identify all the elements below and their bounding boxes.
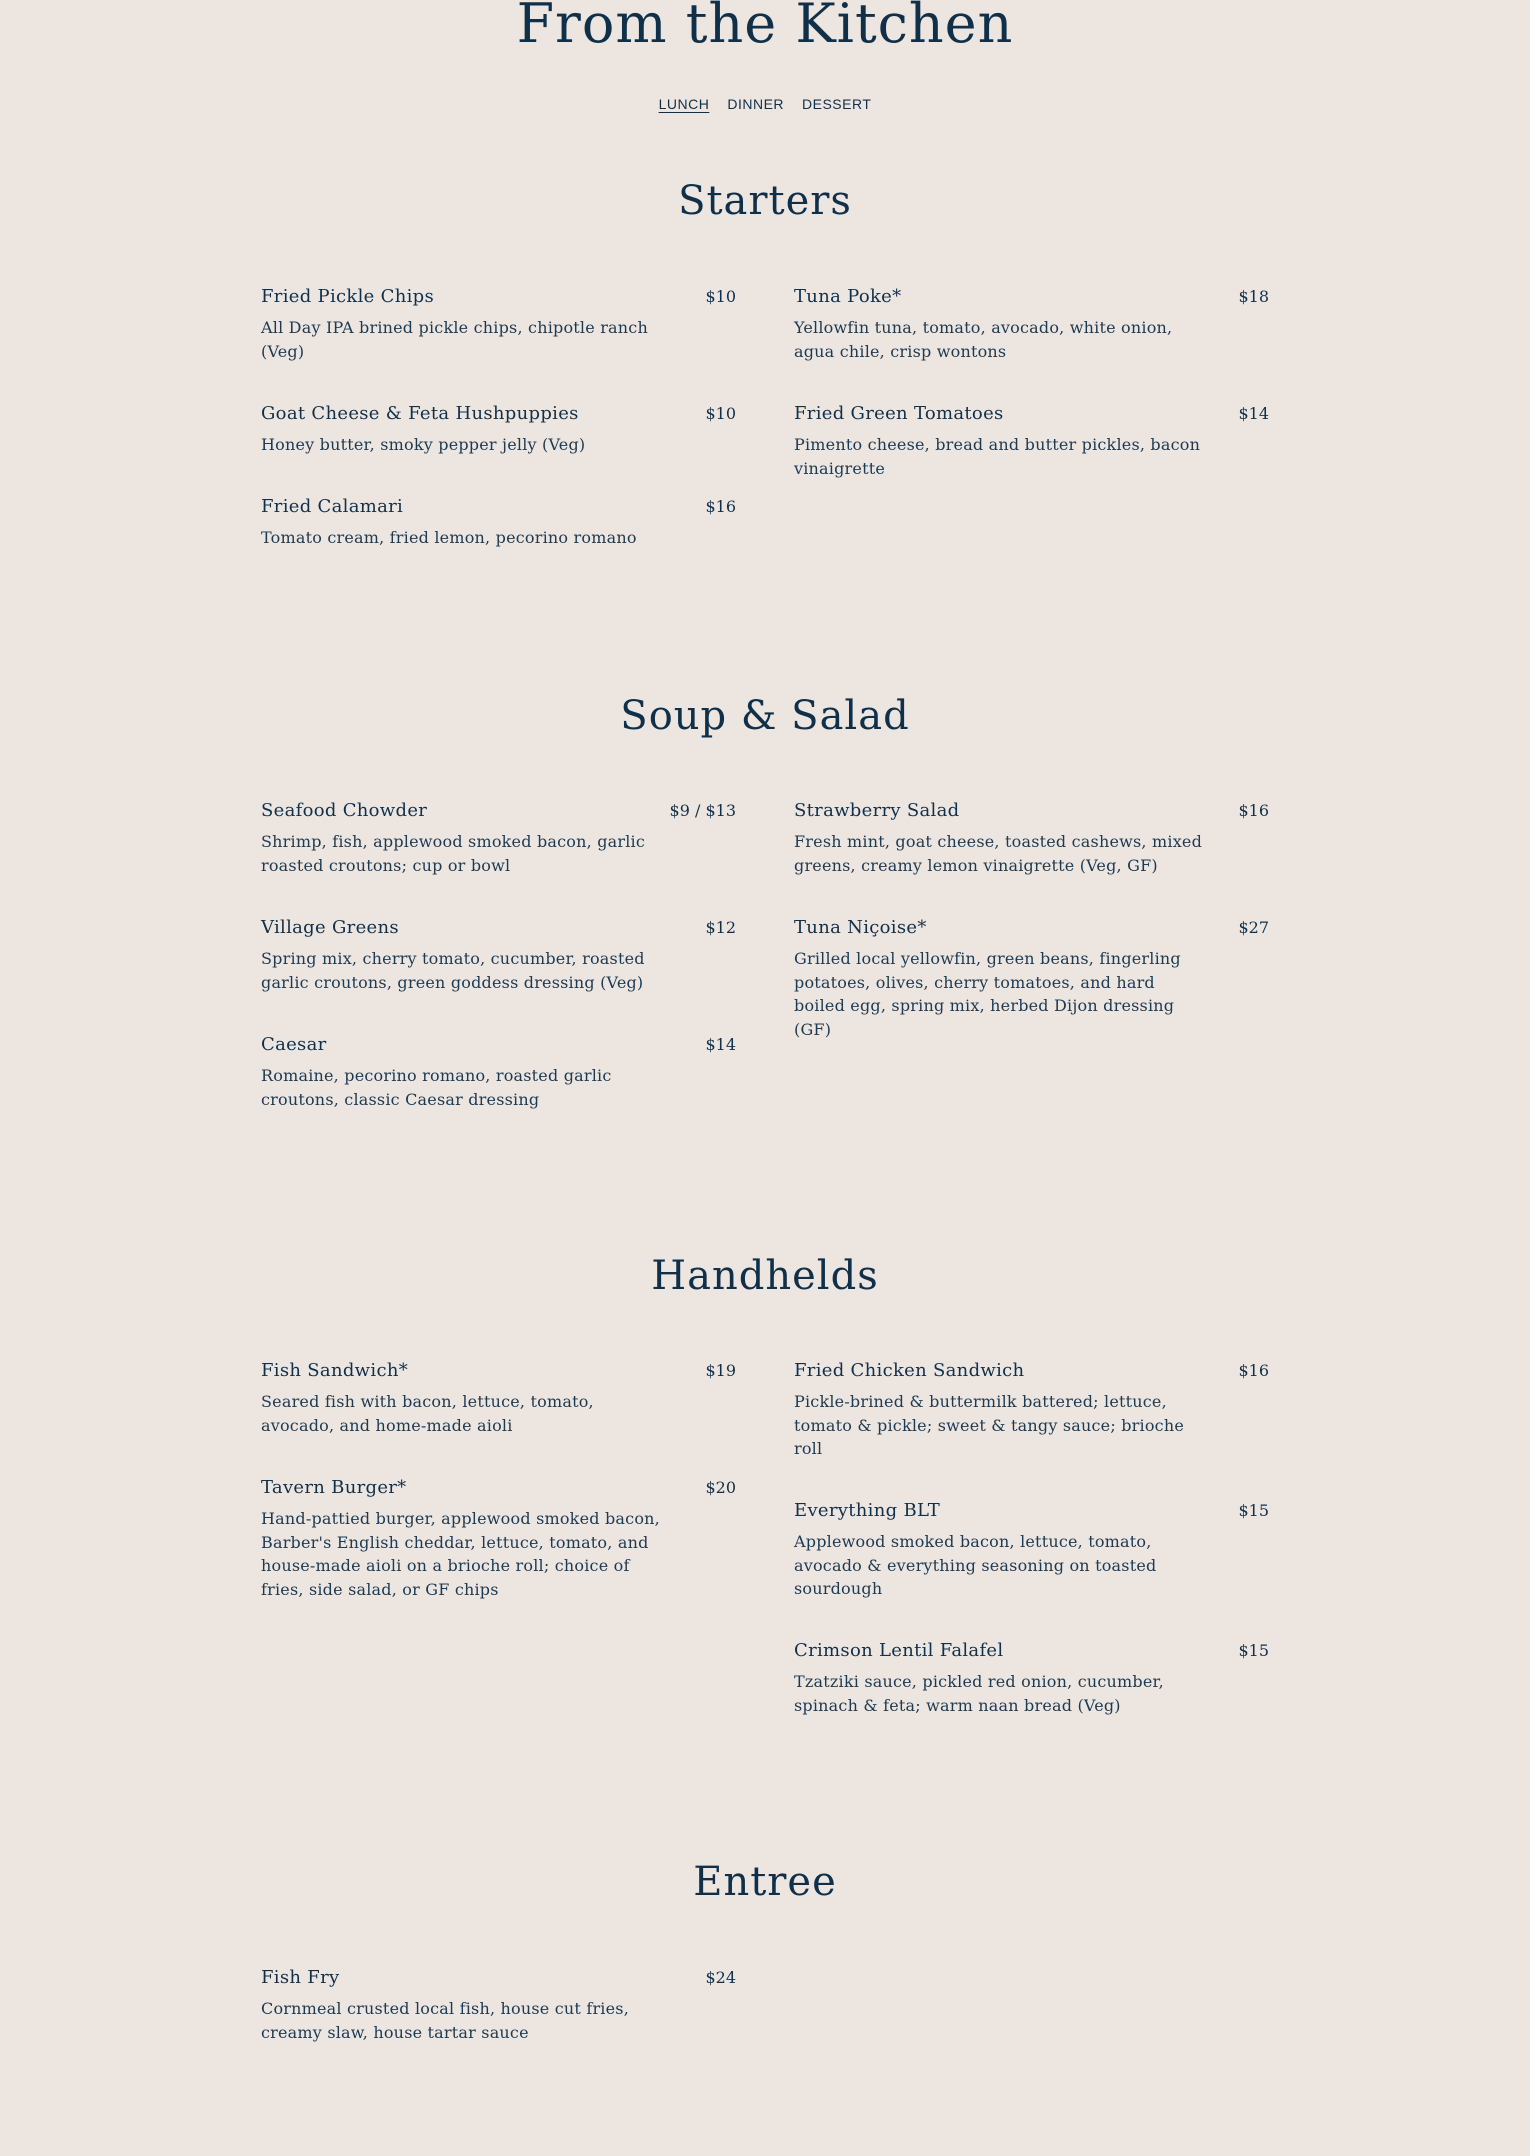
item-price: $15 [1238, 1641, 1269, 1660]
item-description: Fresh mint, goat cheese, toasted cashews, mixed greens, creamy lemon vinaigrette (Veg, GF) [794, 832, 1203, 875]
item-price: $19 [705, 1361, 736, 1380]
section-title-handhelds: Handhelds [651, 1253, 879, 1299]
menu-item [794, 1360, 1269, 1461]
item-name: Fish Sandwich* [261, 1360, 409, 1381]
item-name: Tavern Burger* [261, 1477, 407, 1498]
item-description: Tomato cream, fried lemon, pecorino romano [261, 528, 637, 547]
item-description: Seared fish with bacon, lettuce, tomato, avocado, and home-made aioli [261, 1392, 594, 1435]
item-price: $10 [705, 404, 736, 423]
item-description: Tzatziki sauce, pickled red onion, cucumber, spinach & feta; warm naan bread (Veg) [794, 1672, 1164, 1715]
item-price: $27 [1238, 918, 1269, 937]
item-name: Tuna Niçoise* [794, 917, 927, 938]
menu-tabs [0, 96, 1530, 112]
item-description: Romaine, pecorino romano, roasted garlic croutons, classic Caesar dressing [261, 1066, 612, 1109]
item-description: Spring mix, cherry tomato, cucumber, roasted garlic croutons, green goddess dressing (Veg) [261, 949, 645, 992]
item-name: Fried Pickle Chips [261, 286, 435, 307]
page-title: From the Kitchen [516, 0, 1014, 55]
item-price: $16 [705, 497, 736, 516]
section-title-soup-salad: Soup & Salad [620, 693, 910, 739]
item-price: $16 [1238, 1361, 1269, 1380]
item-name: Fried Chicken Sandwich [794, 1360, 1025, 1381]
item-price: $15 [1238, 1501, 1269, 1520]
tab-lunch[interactable]: LUNCH [658, 96, 710, 112]
item-price: $14 [1238, 404, 1269, 423]
menu-item [794, 1500, 1269, 1601]
item-description: Grilled local yellowfin, green beans, fingerling potatoes, olives, cherry tomatoes, and hard boiled egg, spring mix, herbed Dijon dressing (GF) [794, 949, 1181, 1039]
menu-item [261, 917, 736, 994]
item-price: $16 [1238, 801, 1269, 820]
item-price: $24 [705, 1968, 736, 1987]
item-description: Cornmeal crusted local fish, house cut fries, creamy slaw, house tartar sauce [261, 1999, 629, 2042]
item-description: Applewood smoked bacon, lettuce, tomato, avocado & everything seasoning on toasted sourdough [794, 1532, 1157, 1598]
menu-item [794, 403, 1269, 480]
item-description: All Day IPA brined pickle chips, chipotle ranch (Veg) [261, 318, 648, 361]
item-name: Fried Green Tomatoes [794, 403, 1004, 424]
item-price: $14 [705, 1035, 736, 1054]
item-name: Fish Fry [261, 1967, 340, 1988]
item-name: Tuna Poke* [794, 286, 902, 307]
item-price: $20 [705, 1478, 736, 1497]
menu-item [261, 1967, 736, 2044]
tab-dessert[interactable]: DESSERT [802, 96, 872, 112]
item-name: Strawberry Salad [794, 800, 960, 821]
item-price: $12 [705, 918, 736, 937]
item-description: Pimento cheese, bread and butter pickles, bacon vinaigrette [794, 435, 1201, 478]
item-name: Everything BLT [794, 1500, 941, 1521]
item-price: $10 [705, 287, 736, 306]
tab-dinner[interactable]: DINNER [727, 96, 785, 112]
menu-item [794, 917, 1269, 1041]
item-price: $18 [1238, 287, 1269, 306]
menu-item [261, 1360, 736, 1437]
section-title-entree: Entree [693, 1859, 837, 1905]
section-title-starters: Starters [678, 178, 852, 224]
menu-item [261, 800, 736, 877]
menu-item [261, 1034, 736, 1111]
item-name: Fried Calamari [261, 496, 404, 517]
item-description: Honey butter, smoky pepper jelly (Veg) [261, 435, 586, 454]
item-description: Shrimp, fish, applewood smoked bacon, garlic roasted croutons; cup or bowl [261, 832, 646, 875]
item-name: Crimson Lentil Falafel [794, 1640, 1004, 1661]
item-description: Hand-pattied burger, applewood smoked bacon, Barber's English cheddar, lettuce, tomato, and house-made aioli on a brioche roll; choice of fries, side salad, or GF chips [261, 1509, 660, 1599]
item-description: Pickle-brined & buttermilk battered; lettuce, tomato & pickle; sweet & tangy sauce; brioche roll [794, 1392, 1184, 1458]
menu-item [261, 496, 736, 550]
item-price: $9 / $13 [669, 801, 736, 820]
menu-item [261, 403, 736, 457]
item-name: Goat Cheese & Feta Hushpuppies [261, 403, 579, 424]
menu-item [261, 1477, 736, 1601]
item-description: Yellowfin tuna, tomato, avocado, white onion, agua chile, crisp wontons [794, 318, 1173, 361]
item-name: Caesar [261, 1034, 327, 1055]
menu-item [794, 1640, 1269, 1717]
menu-item [794, 800, 1269, 877]
menu-item [794, 286, 1269, 363]
item-name: Village Greens [261, 917, 399, 938]
item-name: Seafood Chowder [261, 800, 428, 821]
menu-item [261, 286, 736, 363]
